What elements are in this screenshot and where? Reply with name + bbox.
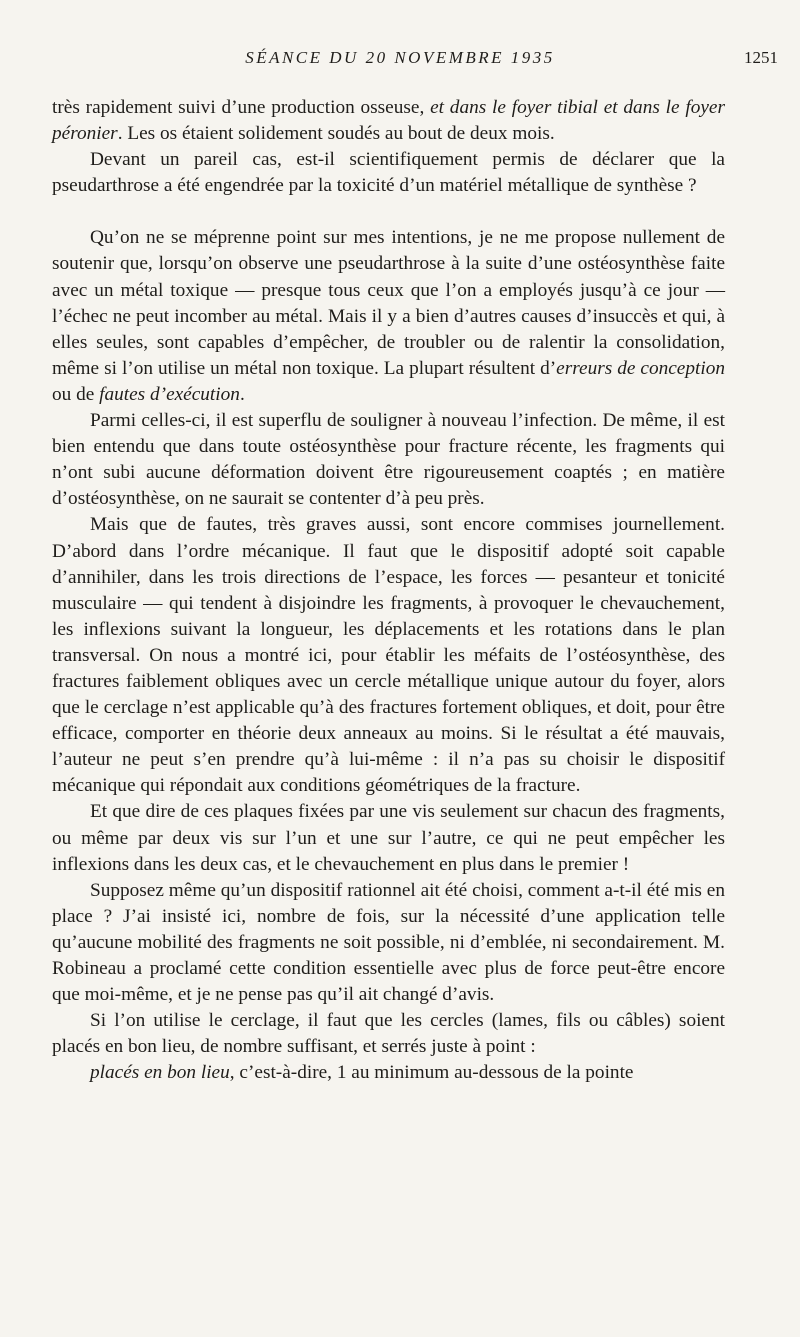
paragraph-text: ou de	[52, 383, 100, 405]
italic-phrase: placés en bon lieu	[90, 1062, 230, 1084]
paragraph-text: Qu’on ne se méprenne point sur mes intentions, je ne me propose nullement de soutenir que, lorsqu’on observe une pseudarthrose à la suite d’une ostéosynthèse faite avec un métal toxique — presque tous ceux que l’on a employés jusqu’à ce jour — l’échec ne peut incomber au métal. Mais il y a bien d’autres causes d’insuccès et qui, à elles seules, sont capables d’empêcher, de troubler ou de ralentir la consolidation, même si l’on utilise un métal non toxique. La plupart résultent d’	[52, 227, 725, 379]
paragraph-3	[52, 225, 725, 408]
running-title: SÉANCE DU 20 NOVEMBRE 1935	[245, 48, 555, 67]
paragraph-2	[52, 147, 725, 199]
paragraph-7	[52, 878, 725, 1008]
paragraph-text: Devant un pareil cas, est-il scientifiquement permis de déclarer que la pseudarthrose a été engendrée par la toxicité d’un matériel métallique de synthèse ?	[52, 149, 725, 197]
page-header	[0, 48, 800, 76]
paragraph-text: Parmi celles-ci, il est superflu de souligner à nouveau l’infection. De même, il est bien entendu que dans toute ostéosynthèse pour fracture récente, les fragments qui n’ont subi aucune déformation doivent être rigoureusement coaptés ; en matière d’ostéosynthèse, on ne saurait se contenter d’à peu près.	[52, 410, 725, 510]
paragraph-text: Supposez même qu’un dispositif rationnel ait été choisi, comment a-t-il été mis en place ? J’ai insisté ici, nombre de fois, sur la nécessité d’une application telle qu’aucune mobilité des fragments ne soit possible, ni d’emblée, ni secondairement. M. Robineau a proclamé cette condition essentielle avec plus de force peut-être encore que moi-même, et je ne pense pas qu’il ait changé d’avis.	[52, 879, 725, 1006]
paragraph-4	[52, 408, 725, 512]
paragraph-text: très rapidement suivi d’une production osseuse,	[52, 97, 431, 118]
paragraph-text: Si l’on utilise le cerclage, il faut que les cercles (lames, fils ou câbles) soient placés en bon lieu, de nombre suffisant, et serrés juste à point :	[52, 1010, 725, 1058]
paragraph-text: .	[239, 383, 245, 405]
paragraph-text: Et que dire de ces plaques fixées par une vis seulement sur chacun des fragments, ou même par deux vis sur l’un et une sur l’autre, ce qui ne peut empêcher les inflexions dans les deux cas, et le chevauchement en plus dans le premier !	[52, 801, 725, 875]
italic-phrase: fautes d’exécution	[99, 383, 240, 405]
paragraph-8	[52, 1008, 725, 1060]
paragraph-text: Mais que de fautes, très graves aussi, sont encore commises journellement. D’abord dans l’ordre mécanique. Il faut que le dispositif adopté soit capable d’annihiler, dans les trois directions de l’espace, les forces — pesanteur et tonicité musculaire — qui tendent à disjoindre les fragments, à provoquer le chevauchement, les inflexions suivant la longueur, les déplacements et les rotations dans le plan transversal. On nous a montré ici, pour établir les méfaits de l’ostéosynthèse, des fractures faiblement obliques avec un cercle métallique unique autour du foyer, alors que le cerclage n’est applicable qu’à des fractures fortement obliques, et doit, pour être efficace, comporter en théorie deux anneaux au moins. Si le résultat a été mauvais, l’auteur ne peut s’en prendre qu’à lui-même : il n’a pas su choisir le dispositif mécanique qui répondait aux conditions géométriques de la fracture.	[52, 514, 725, 797]
italic-phrase: et dans le foyer tibial et dans le foyer péronier	[52, 97, 725, 145]
page-number: 1251	[744, 48, 778, 67]
paragraph-9	[52, 1060, 725, 1086]
paragraph-text: . Les os étaient solidement soudés au bout de deux mois.	[117, 123, 555, 145]
paragraph-1	[52, 95, 725, 147]
paragraph-text: , c’est-à-dire, 1 au minimum au-dessous de la pointe	[229, 1062, 634, 1084]
paragraph-6	[52, 799, 725, 877]
body-text	[52, 95, 725, 1086]
paragraph-5	[52, 512, 725, 799]
italic-phrase: erreurs de conception	[556, 357, 725, 379]
